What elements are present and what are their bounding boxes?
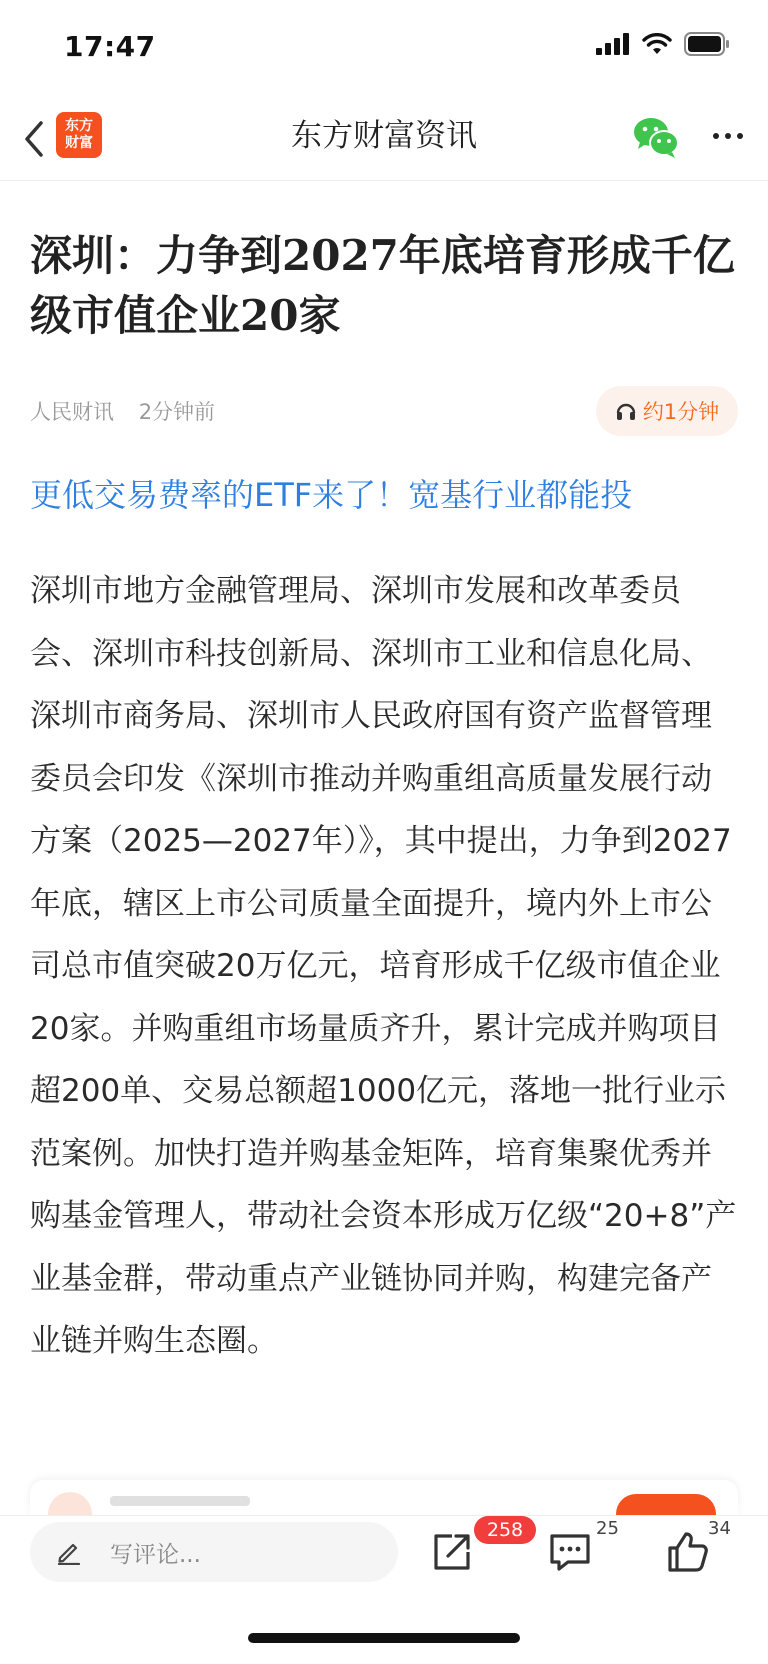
article-source: 人民财讯 [30, 400, 114, 424]
comment-icon[interactable] [546, 1528, 594, 1576]
status-icons [596, 32, 730, 56]
chevron-left-icon [24, 121, 44, 157]
status-time: 17:47 [64, 30, 156, 63]
share-count-badge: 258 [474, 1516, 536, 1544]
back-button[interactable] [14, 114, 54, 164]
logo-line-1: 东方 [65, 118, 93, 134]
related-text [110, 1496, 250, 1506]
comment-count: 25 [596, 1518, 619, 1539]
like-thumb-icon[interactable] [664, 1528, 712, 1576]
promo-link[interactable]: 更低交易费率的ETF来了！宽基行业都能投 [30, 476, 633, 514]
headphones-icon [615, 400, 637, 422]
listen-button[interactable] [596, 386, 738, 436]
page-title: 东方财富资讯 [291, 118, 477, 154]
comment-placeholder: 写评论... [110, 1541, 201, 1568]
home-indicator [248, 1633, 520, 1643]
article-body: 深圳市地方金融管理局、深圳市发展和改革委员会、深圳市科技创新局、深圳市工业和信息化局、深圳市商务局、深圳市人民政府国有资产监督管理委员会印发《深圳市推动并购重组高质量发展行动方案（2025—2027年）》，其中提出，力争到2027年底，辖区上市公司质量全面提升，境内外上市公司总市值突破20万亿元，培育形成千亿级市值企业20家。并购重组市场量质齐升，累计完成并购项目超200单、交易总额超1000亿元，落地一批行业示范案例。加快打造并购基金矩阵，培育集聚优秀并购基金管理人，带动社会资本形成万亿级“20+8”产业基金群，带动重点产业链协同并购，构建完备产业链并购生态圈。 [30, 573, 737, 1359]
share-icon[interactable] [428, 1528, 476, 1576]
related-avatar [48, 1492, 92, 1516]
pen-icon [56, 1539, 82, 1565]
more-options-icon[interactable] [706, 114, 750, 158]
app-logo [56, 112, 102, 158]
comment-input[interactable] [30, 1522, 398, 1582]
battery-icon [684, 32, 730, 56]
cellular-signal-icon [596, 33, 630, 55]
logo-line-2: 财富 [65, 135, 93, 151]
article-meta [30, 396, 215, 426]
listen-duration: 约1分钟 [642, 400, 720, 424]
article-time: 2分钟前 [138, 400, 216, 424]
wechat-share-icon[interactable] [632, 114, 680, 160]
nav-bar [0, 100, 768, 181]
related-card-peek [30, 1480, 738, 1516]
wifi-icon [642, 33, 672, 55]
status-bar [0, 0, 768, 100]
related-action-button[interactable] [616, 1494, 716, 1516]
article-title: 深圳：力争到2027年底培育形成千亿级市值企业20家 [30, 231, 735, 340]
like-count: 34 [708, 1518, 731, 1539]
